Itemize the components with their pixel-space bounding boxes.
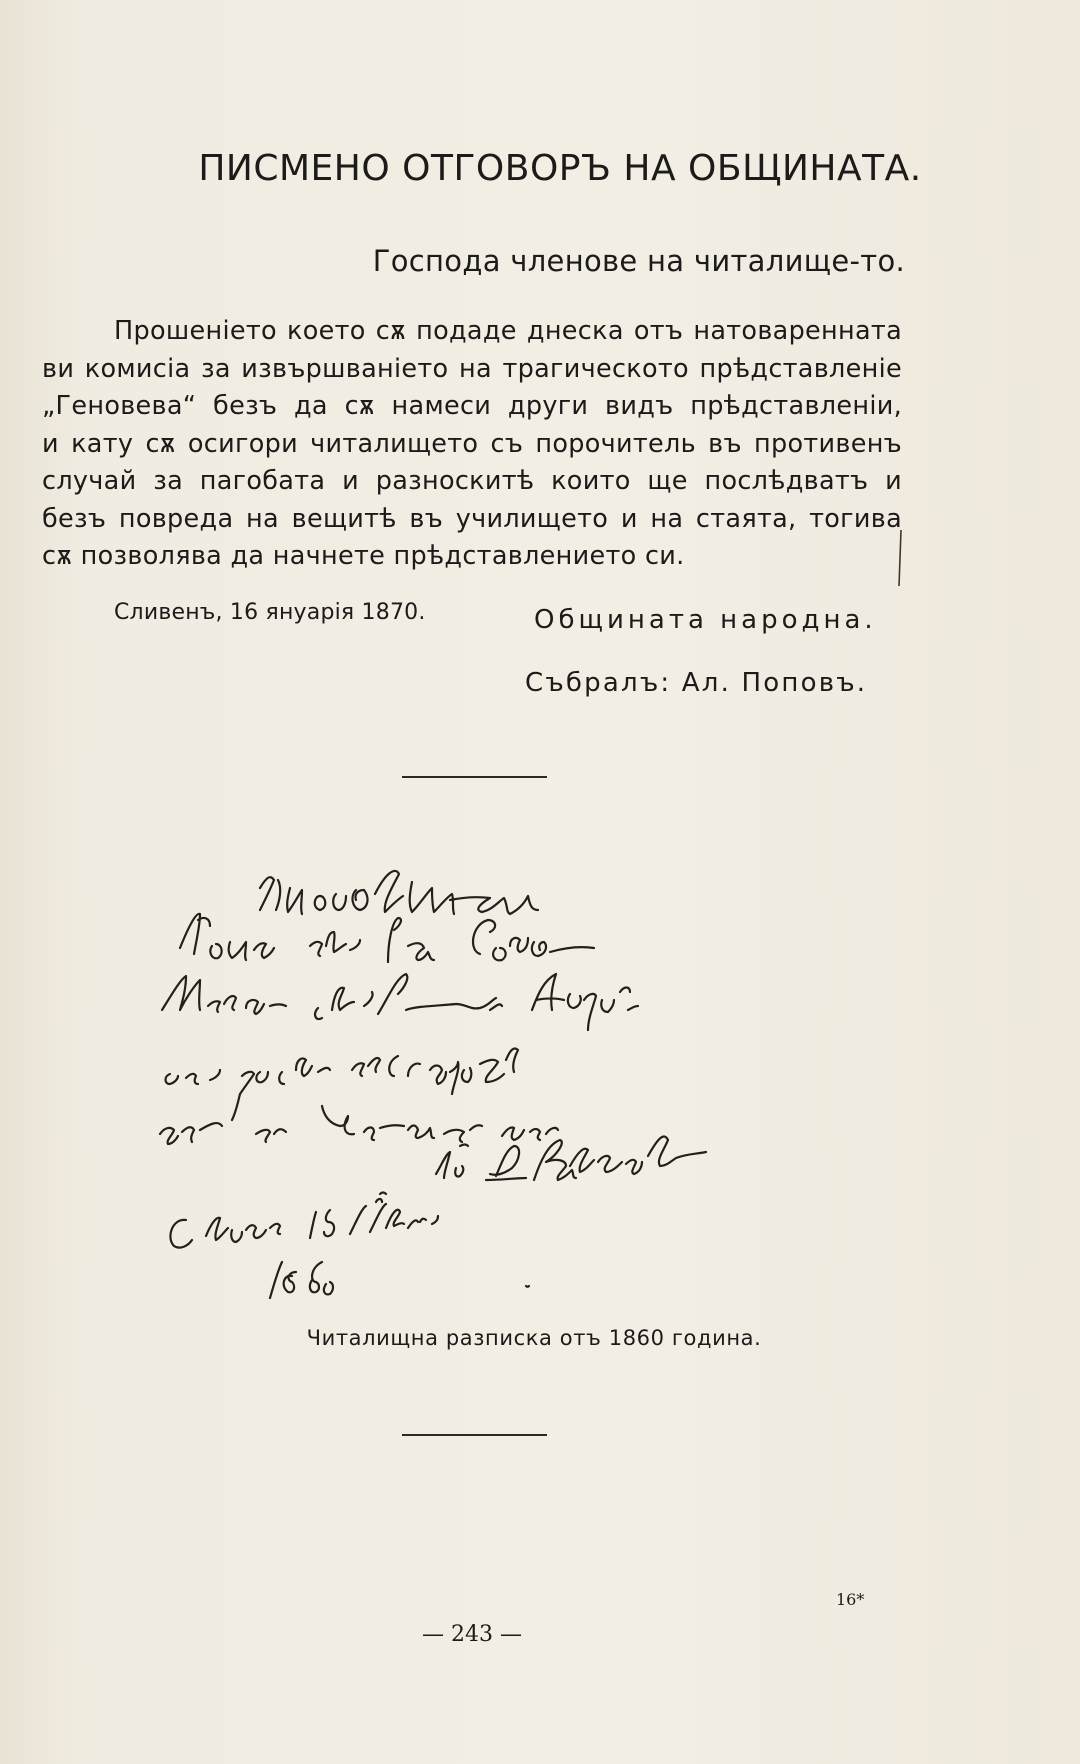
section-divider xyxy=(402,1434,547,1436)
letter-body xyxy=(42,313,902,576)
body-line: и кату сѫ осигори читалището съ порочитель въ противенъ xyxy=(42,428,902,459)
body-line: случай за пагобата и разноскитѣ които ще послѣдватъ и xyxy=(42,466,902,496)
section-divider xyxy=(402,776,547,778)
page-number: — 243 — xyxy=(422,1622,522,1647)
compiled-by: Събралъ: Ал. Поповъ. xyxy=(525,668,868,698)
body-line: сѫ позволява да начнете прѣдставлението си. xyxy=(42,541,685,571)
handwritten-receipt-image xyxy=(150,850,810,1320)
body-line: безъ повреда на вещитѣ въ училището и на стаята, тогива xyxy=(42,503,902,534)
place-and-date: Сливенъ, 16 януарія 1870. xyxy=(114,600,426,625)
body-line: ви комисіа за извършваніето на трагическото прѣдставленіе xyxy=(42,353,902,384)
document-title: ПИСМЕНО ОТГОВОРЪ НА ОБЩИНАТА. xyxy=(198,148,922,189)
body-line: Прошеніето което сѫ подаде днеска отъ натоваренната xyxy=(114,316,902,346)
signatory-organization: Общината народна. xyxy=(534,605,877,635)
sheet-signature: 16* xyxy=(836,1590,865,1609)
salutation: Господа членове на читалище-то. xyxy=(372,244,905,278)
body-line: „Геновева“ безъ да сѫ намеси други видъ прѣдставленіи, xyxy=(42,391,902,421)
image-caption: Читалищна разписка отъ 1860 година. xyxy=(306,1326,762,1350)
margin-pencil-mark xyxy=(898,530,902,586)
